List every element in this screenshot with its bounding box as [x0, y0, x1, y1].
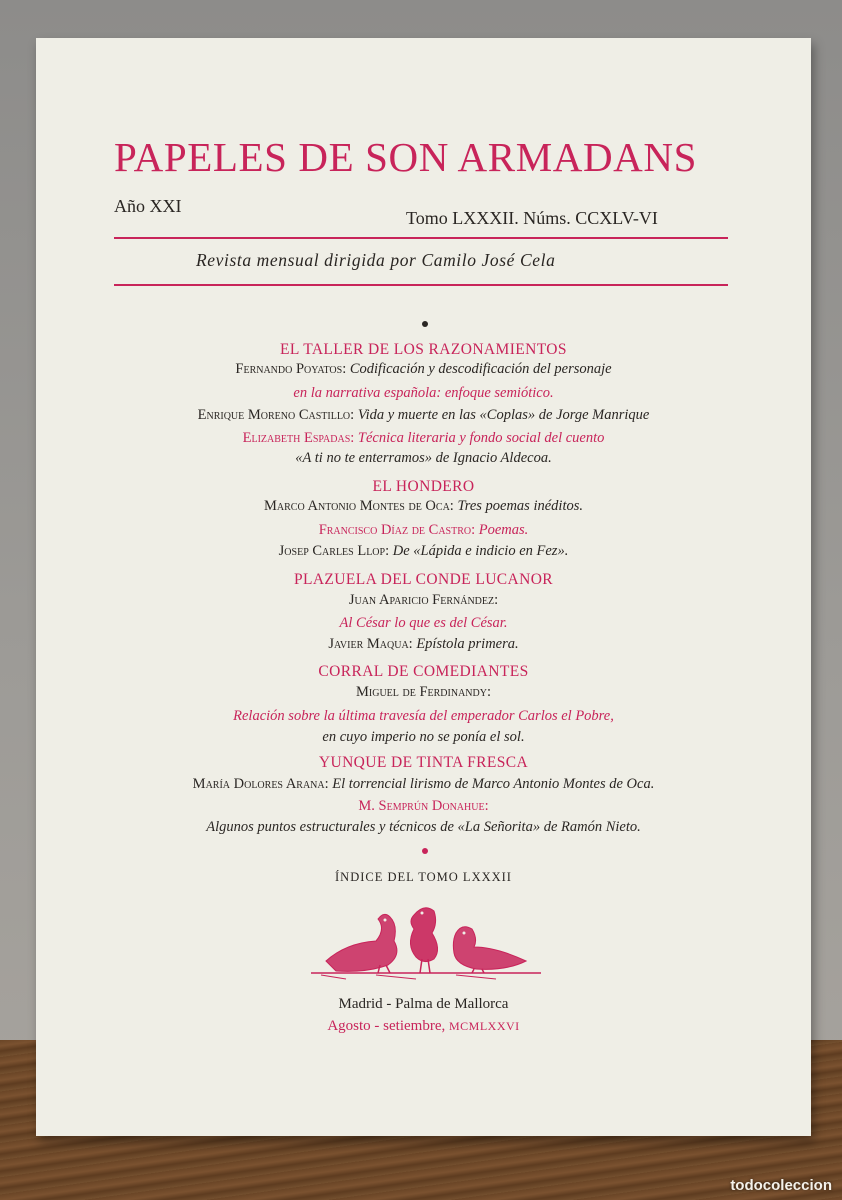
bullet-ornament	[422, 321, 428, 327]
bottom-rule	[114, 284, 728, 286]
author-name: Francisco Díaz de Castro:	[318, 522, 476, 538]
contents-line	[36, 407, 811, 424]
bullet-ornament	[422, 848, 428, 854]
contents-line	[36, 592, 811, 609]
author-name: Enrique Moreno Castillo:	[197, 407, 355, 423]
article-title: Poemas.	[478, 522, 529, 538]
pigeons-icon	[306, 893, 546, 983]
contents-line	[36, 636, 811, 653]
article-title: De «Lápida e indicio en Fez».	[392, 543, 569, 559]
article-title: Tres poemas inéditos.	[457, 498, 583, 514]
author-name: María Dolores Arana:	[192, 776, 329, 792]
author-name: Elizabeth Espadas:	[242, 430, 355, 446]
imprint-date	[36, 1018, 811, 1035]
article-title: Al César lo que es del César.	[339, 615, 508, 631]
year-label: Año XXI	[114, 196, 182, 216]
article-title: Codificación y descodificación del personaje	[349, 361, 612, 377]
contents-line	[36, 498, 811, 515]
author-name: M. Semprún Donahue:	[358, 798, 489, 814]
article-title: Relación sobre la última travesía del emperador Carlos el Pobre,	[233, 708, 614, 724]
contents-line	[36, 522, 811, 539]
contents-line	[36, 776, 811, 793]
author-name: Miguel de Ferdinandy:	[356, 684, 491, 700]
author-name: Javier Maqua:	[328, 636, 413, 652]
article-title: Epístola primera.	[416, 636, 519, 652]
top-rule	[114, 237, 728, 239]
author-name: Juan Aparicio Fernández:	[348, 592, 499, 608]
article-title: Técnica literaria y fondo social del cuento	[357, 430, 605, 446]
magazine-cover	[36, 38, 811, 1136]
volume-label: Tomo LXXXII. Núms. CCXLV-VI	[406, 208, 658, 228]
index-line: ÍNDICE DEL TOMO LXXXII	[335, 870, 512, 884]
magazine-title: PAPELES DE SON ARMADANS	[114, 134, 697, 180]
imprint-date-prefix: Agosto - setiembre,	[327, 1018, 449, 1034]
section-heading-plazuela: PLAZUELA DEL CONDE LUCANOR	[293, 571, 554, 588]
watermark: todocoleccion	[730, 1177, 832, 1194]
imprint-place: Madrid - Palma de Mallorca	[338, 996, 509, 1012]
contents-line	[36, 684, 811, 701]
section-heading-taller: EL TALLER DE LOS RAZONAMIENTOS	[280, 341, 567, 358]
section-heading-corral: CORRAL DE COMEDIANTES	[318, 663, 529, 680]
section-heading-hondero: EL HONDERO	[372, 478, 475, 495]
author-name: Marco Antonio Montes de Oca:	[264, 498, 454, 514]
section-heading-yunque: YUNQUE DE TINTA FRESCA	[318, 754, 529, 771]
article-title-continued: «A ti no te enterramos» de Ignacio Aldecoa.	[295, 450, 552, 466]
author-name: Fernando Poyatos:	[235, 361, 347, 377]
contents-line	[36, 361, 811, 378]
article-title: El torrencial lirismo de Marco Antonio Montes de Oca.	[332, 776, 655, 792]
imprint-date-year: MCMLXXVI	[448, 1019, 520, 1033]
contents-line	[36, 798, 811, 815]
article-title-continued: en cuyo imperio no se ponía el sol.	[322, 729, 525, 745]
article-title: Vida y muerte en las «Coplas» de Jorge Manrique	[357, 407, 650, 423]
contents-line	[36, 543, 811, 560]
contents-line	[36, 430, 811, 447]
pigeons-illustration	[306, 893, 546, 983]
article-title: Algunos puntos estructurales y técnicos de «La Señorita» de Ramón Nieto.	[206, 819, 641, 835]
subtitle: Revista mensual dirigida por Camilo José Cela	[196, 250, 556, 270]
author-name: Josep Carles Llop:	[278, 543, 390, 559]
article-title-continued: en la narrativa española: enfoque semiótico.	[293, 385, 554, 401]
